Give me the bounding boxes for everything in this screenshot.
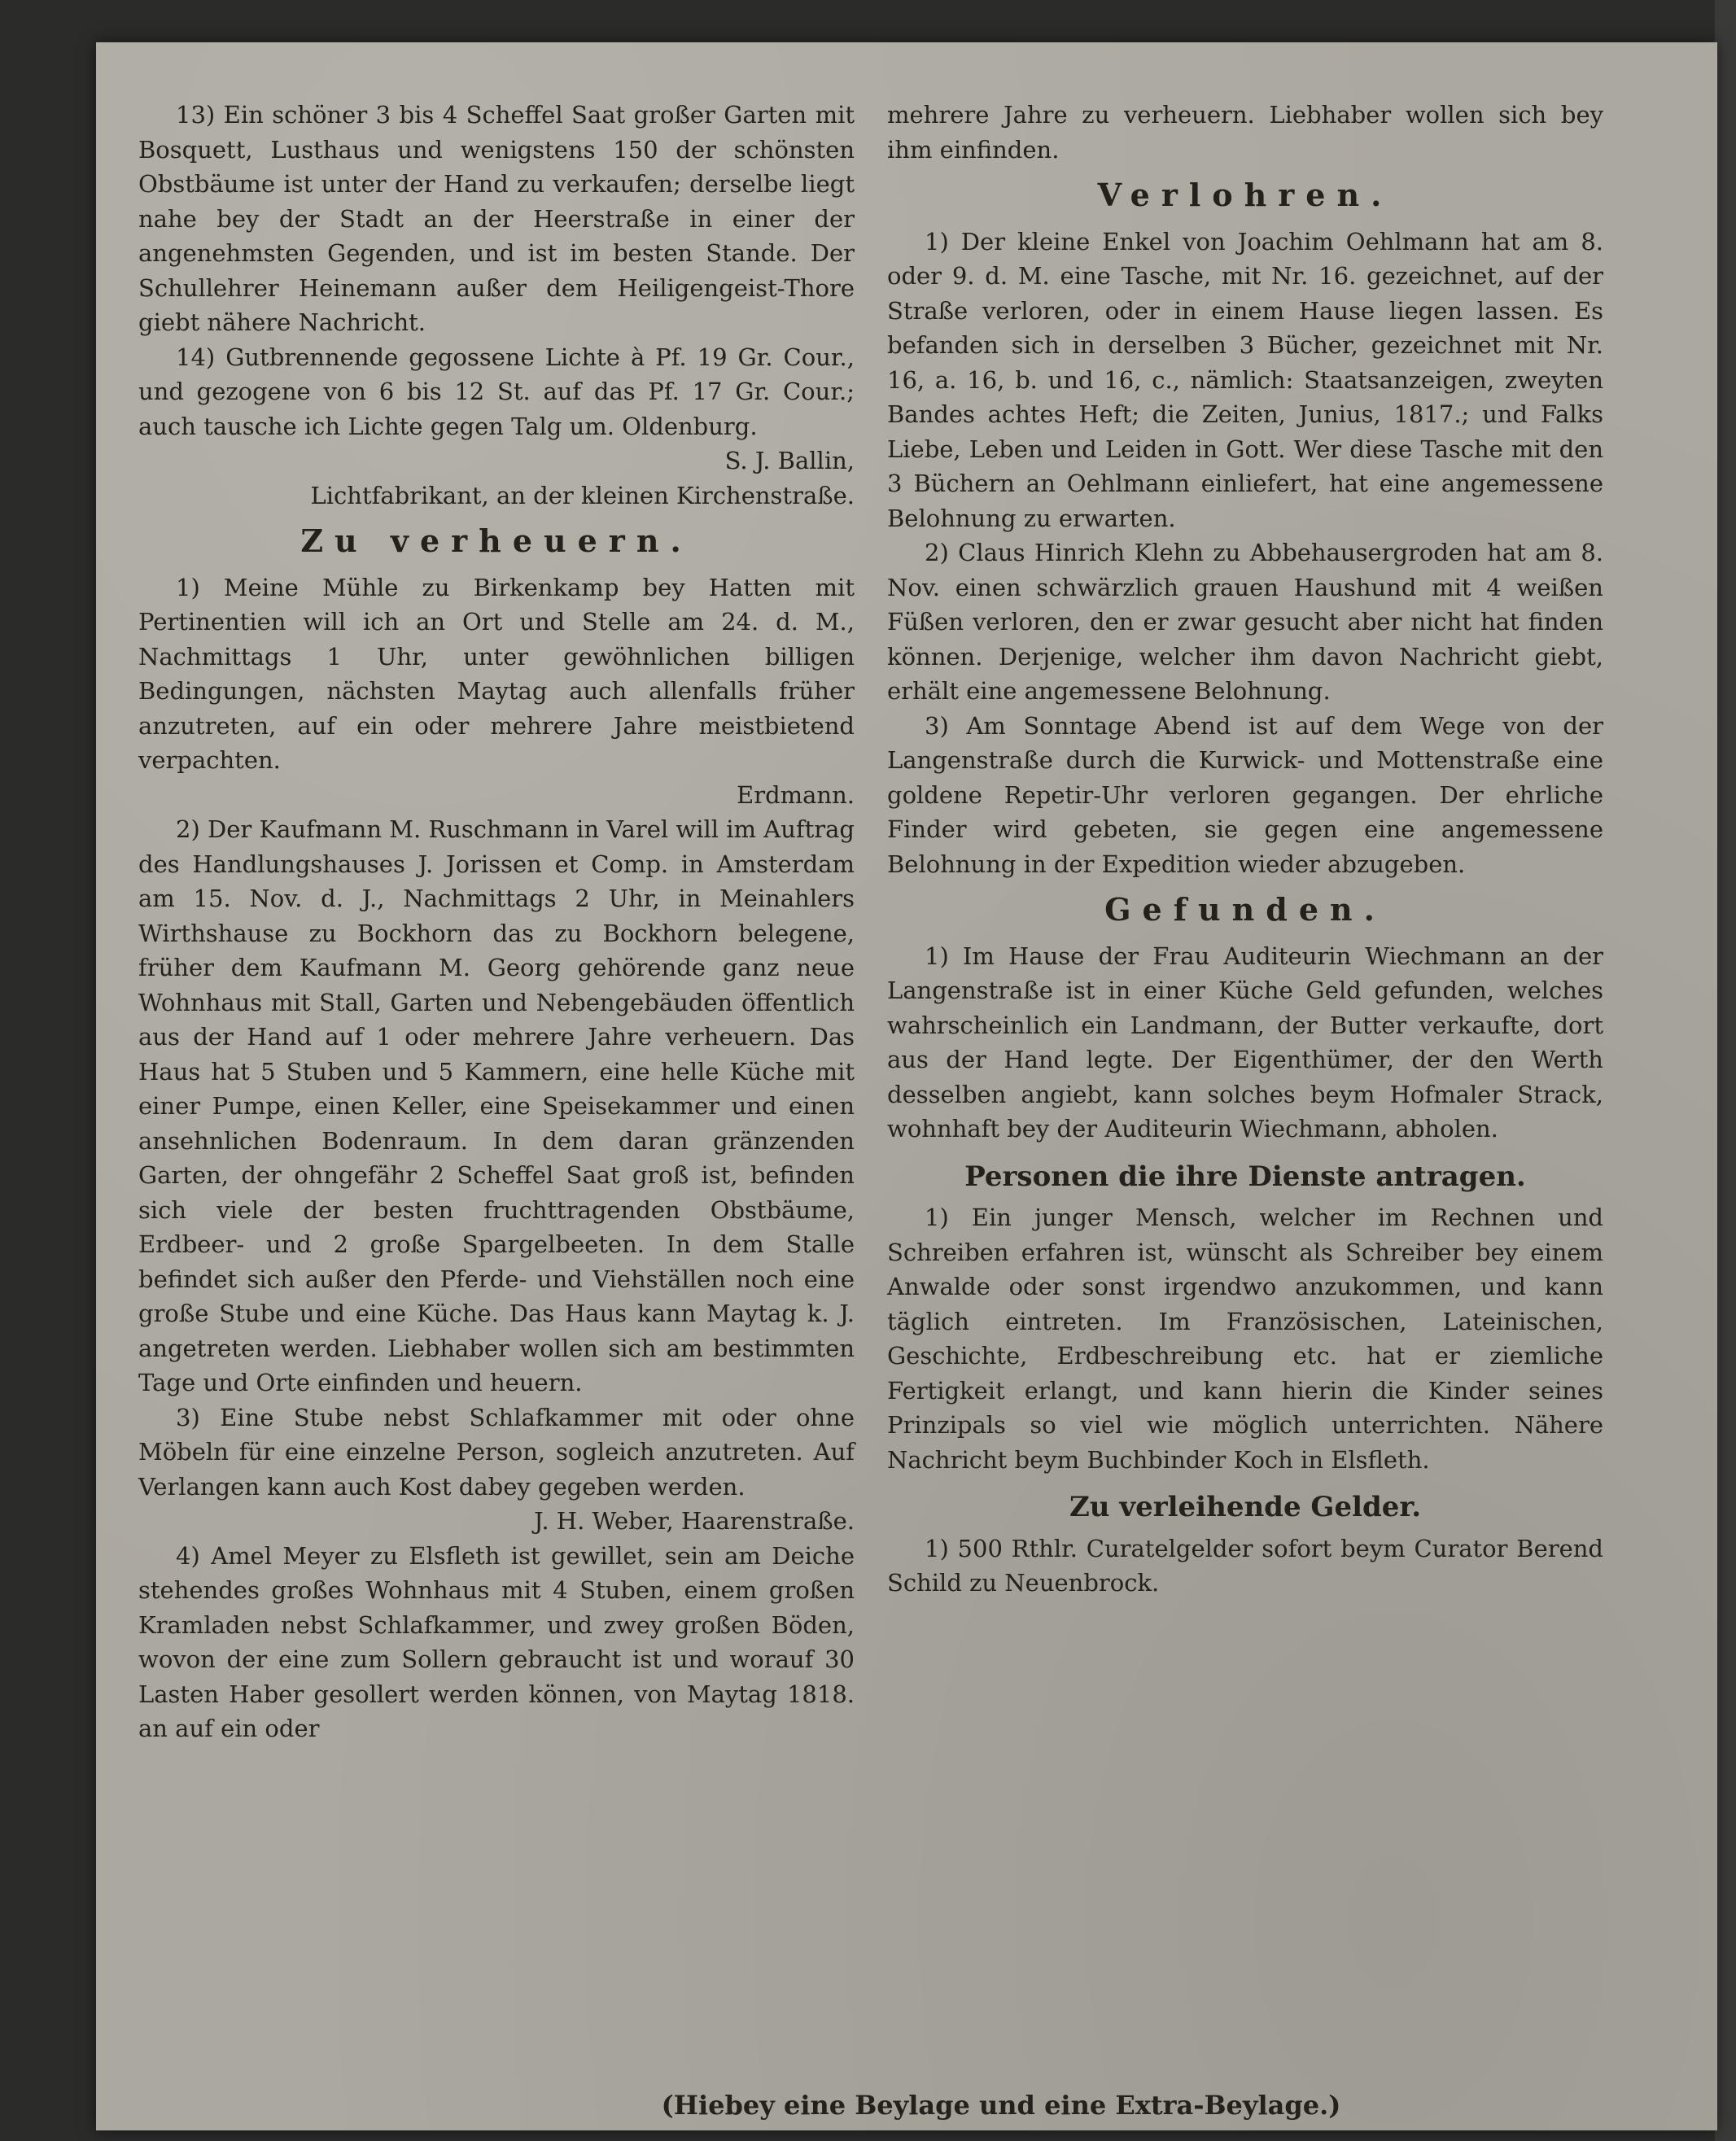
section-heading-rent: Zu verheuern. bbox=[300, 522, 693, 559]
found-item-1: 1) Im Hause der Frau Auditeurin Wiechmann an der Langenstraße ist in einer Küche Geld gefunden, welches wahrscheinlich ein Landmann, der Butter verkaufte, dort aus der Hand legte. Der Eigenthümer, der den Werth desselben angiebt, kann solches beym Hofmaler Strack, wohnhaft bey der Auditeurin Wiechmann, abholen. bbox=[887, 942, 1603, 1143]
rent-item-1: 1) Meine Mühle zu Birkenkamp bey Hatten mit Pertinentien will ich an Ort und Stelle am 24. d. M., Nachmittags 1 Uhr, unter gewöhnlichen billigen Bedingungen, nächsten Maytag auch allenfalls früher anzutreten, auf ein oder mehrere Jahre meistbietend verpachten. bbox=[138, 573, 855, 774]
services-item-1: 1) Ein junger Mensch, welcher im Rechnen und Schreiben erfahren ist, wünscht als Schreiber bey einem Anwalde oder sonst irgendwo anzukommen, und kann täglich eintreten. Im Französischen, Lateinischen, Geschichte, Erdbeschreibung etc. hat er ziemliche Fertigkeit erlangt, und kann hierin die Kinder seines Prinzipals so viel wie möglich unterrichten. Nähere Nachricht beym Buchbinder Koch in Elsfleth. bbox=[887, 1204, 1603, 1474]
rent-item-4: 4) Amel Meyer zu Elsfleth ist gewillet, sein am Deiche stehendes großes Wohnhaus mit 4 Stuben, einem großen Kramladen nebst Schlafkammer, und zwey großen Böden, wovon der eine zum Sollern gebraucht ist und worauf 30 Lasten Haber gesollert werden können, von Maytag 1818. an auf ein oder bbox=[138, 1541, 855, 1742]
section-heading-money: Zu verleihende Gelder. bbox=[1069, 1491, 1422, 1523]
section-heading-services: Personen die ihre Dienste antragen. bbox=[964, 1160, 1526, 1193]
left-column bbox=[138, 98, 855, 1746]
ad-14-candles: 14) Gutbrennende gegossene Lichte à Pf. 19 Gr. Cour., und gezogene von 6 bis 12 St. auf das Pf. 17 Gr. Cour.; auch tausche ich Lichte gegen Talg um. Oldenburg. bbox=[138, 343, 855, 440]
right-column bbox=[887, 98, 1603, 1601]
rent-item-2: 2) Der Kaufmann M. Ruschmann in Varel will im Auftrag des Handlungshauses J. Jorissen et Comp. in Amsterdam am 15. Nov. d. J., Nachmittags 2 Uhr, in Meinahlers Wirthshause zu Bockhorn das zu Bockhorn belegene, früher dem Kaufmann M. Georg gehörende ganz neue Wohnhaus mit Stall, Garten und Nebengebäuden öffentlich aus der Hand auf 1 oder mehrere Jahre verheuern. Das Haus hat 5 Stuben und 5 Kammern, eine helle Küche mit einer Pumpe, einen Keller, eine Speisekammer und einen ansehnlichen Bodenraum. In dem daran gränzenden Garten, der ohngefähr 2 Scheffel Saat groß ist, befinden sich viele der besten fruchttragenden Obstbäume, Erdbeer- und 2 große Spargelbeeten. In dem Stalle befindet sich außer den Pferde- und Viehställen noch eine große Stube und eine Küche. Das Haus kann Maytag k. J. angetreten werden. Liebhaber wollen sich am bestimmten Tage und Orte einfinden und heuern. bbox=[138, 815, 855, 1396]
rent-item-1-signature: Erdmann. bbox=[737, 780, 855, 809]
money-item-1: 1) 500 Rthlr. Curatelgelder sofort beym Curator Berend Schild zu Neuenbrock. bbox=[887, 1534, 1603, 1597]
scan-backdrop bbox=[1715, 0, 1736, 2141]
lost-item-1: 1) Der kleine Enkel von Joachim Oehlmann hat am 8. oder 9. d. M. eine Tasche, mit Nr. 16. gezeichnet, auf der Straße verloren, oder in einem Hause liegen lassen. Es befanden sich in derselben 3 Bücher, gezeichnet mit Nr. 16, a. 16, b. und 16, c., nämlich: Staatsanzeigen, zweyten Bandes achtes Heft; die Zeiten, Junius, 1817.; und Falks Liebe, Leben und Leiden in Gott. Wer diese Tasche mit den 3 Büchern an Oehlmann einliefert, hat eine angemessene Belohnung zu erwarten. bbox=[887, 227, 1603, 532]
section-heading-found: Gefunden. bbox=[1104, 891, 1386, 928]
ad-14-signature-title: Lichtfabrikant, an der kleinen Kirchenstraße. bbox=[310, 481, 855, 509]
lost-item-2: 2) Claus Hinrich Klehn zu Abbehausergroden hat am 8. Nov. einen schwärzlich grauen Haushund mit 4 weißen Füßen verloren, den er zwar gesucht aber nicht hat finden können. Derjenige, welcher ihm davon Nachricht giebt, erhält eine angemessene Belohnung. bbox=[887, 539, 1603, 705]
lost-item-3: 3) Am Sonntage Abend ist auf dem Wege von der Langenstraße durch die Kurwick- und Mottenstraße eine goldene Repetir-Uhr verloren gegangen. Der ehrliche Finder wird gebeten, sie gegen eine angemessene Belohnung in der Expedition wieder abzugeben. bbox=[887, 711, 1603, 878]
rent-item-3: 3) Eine Stube nebst Schlafkammer mit oder ohne Möbeln für eine einzelne Person, sogleich anzutreten. Auf Verlangen kann auch Kost dabey gegeben werden. bbox=[138, 1403, 855, 1501]
rent-item-4-continued: mehrere Jahre zu verheuern. Liebhaber wollen sich bey ihm einfinden. bbox=[887, 101, 1603, 164]
section-heading-lost: Verlohren. bbox=[1097, 177, 1393, 213]
rent-item-3-signature: J. H. Weber, Haarenstraße. bbox=[534, 1507, 855, 1535]
supplement-note: (Hiebey eine Beylage und eine Extra-Beylage.) bbox=[661, 2090, 1341, 2121]
ad-13-garden-sale: 13) Ein schöner 3 bis 4 Scheffel Saat großer Garten mit Bosquett, Lusthaus und wenigstens 150 der schönsten Obstbäume ist unter der Hand zu verkaufen; derselbe liegt nahe bey der Stadt an der Heerstraße in einer der angenehmsten Gegenden, und ist im besten Stande. Der Schullehrer Heinemann außer dem Heiligengeist-Thore giebt nähere Nachricht. bbox=[138, 101, 855, 336]
ad-14-signature: S. J. Ballin, bbox=[724, 447, 855, 474]
